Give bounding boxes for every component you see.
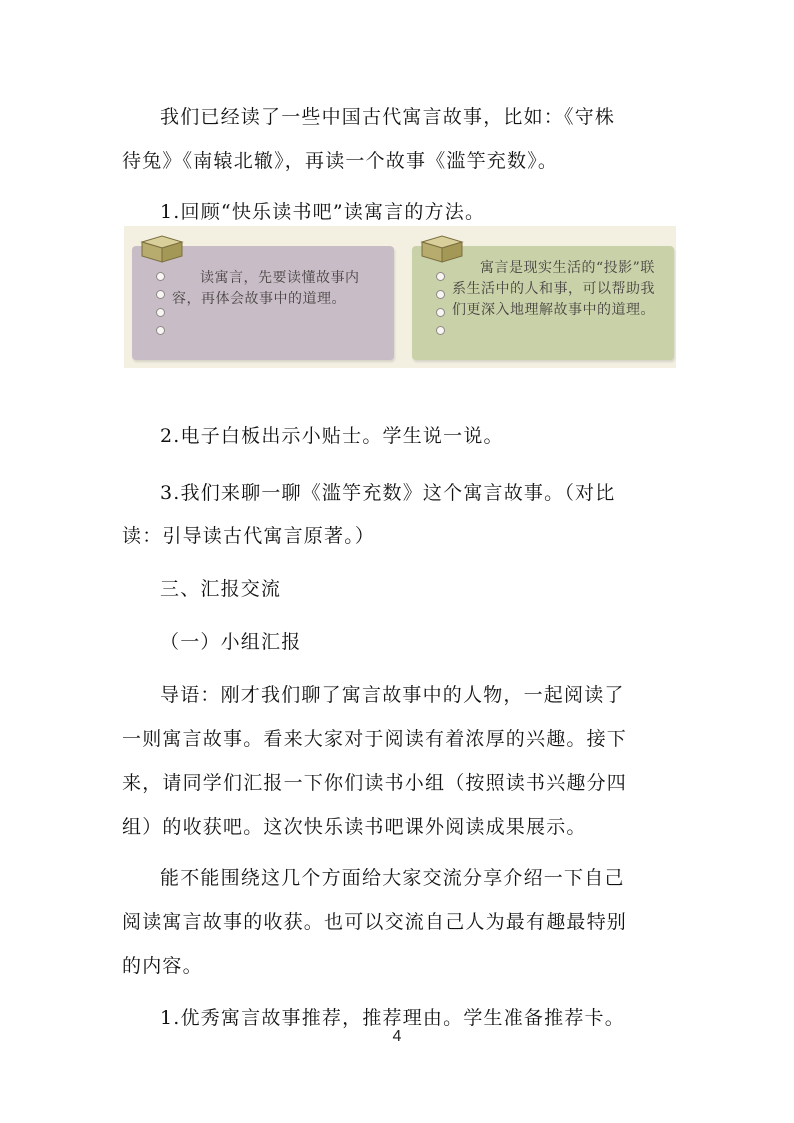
- paragraph-guide-line-2: 一则寓言故事。看来大家对于阅读有着浓厚的兴趣。接下: [122, 728, 628, 750]
- binder-holes: [436, 272, 445, 344]
- reading-tips-illustration: [124, 226, 676, 368]
- tip-text-right: 寓言是现实生活的“投影”联系生活中的人和事，可以帮助我们更深入地理解故事中的道理。: [452, 260, 655, 318]
- book-icon: [140, 232, 184, 266]
- list-item-discuss-story-line-2: 读：引导读古代寓言原著。）: [122, 525, 376, 547]
- paragraph-guide-line-4: 组）的收获吧。这次快乐读书吧课外阅读成果展示。: [122, 816, 587, 838]
- section-heading: 三、汇报交流: [160, 578, 282, 600]
- paragraph-intro-line-2: 待兔》《南辕北辙》，再读一个故事《滥竽充数》。: [122, 150, 559, 172]
- tip-text-left: 读寓言，先要读懂故事内容，再体会故事中的道理。: [172, 270, 360, 307]
- list-item-recommend-story: 1.优秀寓言故事推荐，推荐理由。学生准备推荐卡。: [160, 1007, 625, 1029]
- paragraph-share-line-3: 的内容。: [122, 955, 203, 977]
- paragraph-intro-line-1: 我们已经读了一些中国古代寓言故事，比如：《守株: [160, 106, 616, 128]
- paragraph-share-line-1: 能不能围绕这几个方面给大家交流分享介绍一下自己: [160, 867, 625, 889]
- paragraph-share-line-2: 阅读寓言故事的收获。也可以交流自己人为最有趣最特别: [122, 911, 628, 933]
- binder-holes: [156, 272, 165, 344]
- paragraph-guide-line-3: 来，请同学们汇报一下你们读书小组（按照读书兴趣分四: [122, 772, 628, 794]
- page-number: 4: [392, 1028, 402, 1045]
- tip-card-left: [132, 246, 394, 360]
- paragraph-guide-line-1: 导语：刚才我们聊了寓言故事中的人物，一起阅读了: [160, 684, 625, 706]
- tip-card-right: [412, 246, 674, 360]
- subsection-heading: （一）小组汇报: [160, 631, 302, 653]
- list-item-whiteboard-tips: 2.电子白板出示小贴士。学生说一说。: [160, 425, 504, 447]
- list-item-review-method: 1.回顾“快乐读书吧”读寓言的方法。: [160, 201, 486, 223]
- list-item-discuss-story-line-1: 3.我们来聊一聊《滥竽充数》这个寓言故事。（对比: [160, 482, 616, 504]
